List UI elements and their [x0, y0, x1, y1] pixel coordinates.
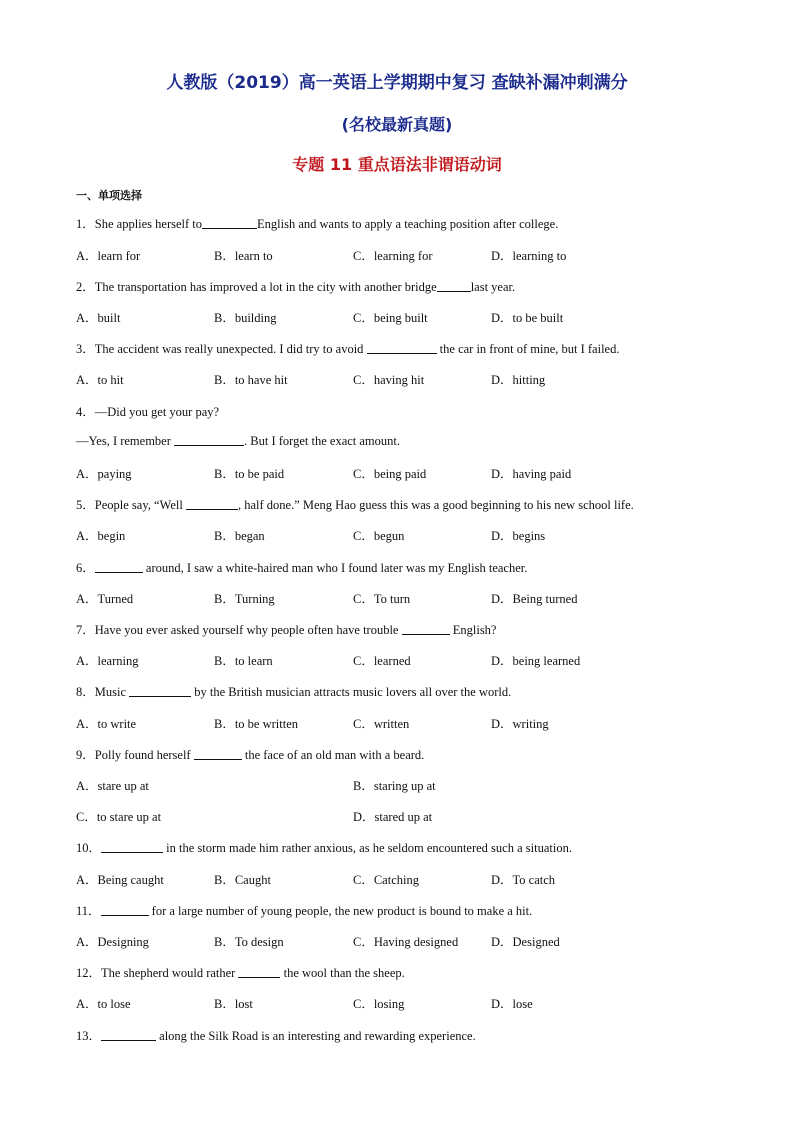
option-b: B．to have hit [214, 373, 288, 387]
question-number: 3． [76, 342, 95, 356]
question-2 [76, 277, 515, 295]
question-text: English? [452, 623, 497, 637]
option-a: A．learning [76, 654, 139, 668]
option-c: C．being paid [353, 467, 427, 481]
option-a: A．Being caught [76, 873, 164, 887]
answer-blank [95, 560, 143, 573]
answer-blank [186, 497, 238, 510]
question-text: —Yes, I remember [76, 434, 171, 448]
option-a: A．begin [76, 529, 126, 543]
question-number: 8． [76, 685, 95, 699]
question-5 [76, 495, 634, 513]
question-text: Music [94, 685, 127, 699]
option-b: B．Turning [214, 592, 275, 606]
option-c: C．having hit [353, 373, 425, 387]
topic-title: 专题 11 重点语法非谓语动词 [292, 155, 502, 174]
option-d: D．stared up at [353, 810, 433, 824]
option-b: B．To design [214, 935, 284, 949]
answer-blank [174, 433, 244, 446]
question-text: along the Silk Road is an interesting and rewarding experience. [159, 1029, 476, 1043]
question-text: —Did you get your pay? [94, 405, 220, 419]
question-1 [76, 214, 558, 232]
question-number: 1． [76, 217, 95, 231]
option-d: D．being learned [491, 654, 581, 668]
option-c: C．Having designed [353, 935, 459, 949]
option-c: C．being built [353, 311, 428, 325]
option-b: B．learn to [214, 249, 273, 263]
option-a: A．stare up at [76, 779, 149, 793]
option-d: D．Designed [491, 935, 560, 949]
question-text: The accident was really unexpected. I did try to avoid [94, 342, 364, 356]
answer-blank [402, 622, 450, 635]
question-number: 10． [76, 841, 102, 855]
question-text: . But I forget the exact amount. [244, 434, 401, 448]
option-d: D．hitting [491, 373, 546, 387]
question-11 [76, 901, 532, 919]
option-a: A．to lose [76, 997, 131, 1011]
answer-blank [129, 684, 191, 697]
question-text: People say, “Well [94, 498, 183, 512]
document-title: 人教版（2019）高一英语上学期期中复习 查缺补漏冲刺满分 [166, 73, 628, 93]
answer-blank [101, 903, 149, 916]
question-text: the wool than the sheep. [283, 966, 405, 980]
option-b: B．to be written [214, 717, 299, 731]
question-number: 7． [76, 623, 95, 637]
option-c: C．Catching [353, 873, 419, 887]
question-3 [76, 339, 619, 357]
question-text: around, I saw a white-haired man who I found later was my English teacher. [145, 561, 528, 575]
question-6 [76, 558, 527, 576]
question-number: 11． [76, 904, 101, 918]
question-number: 13． [76, 1029, 102, 1043]
answer-blank [367, 341, 437, 354]
option-a: A．to write [76, 717, 137, 731]
option-c: C．learned [353, 654, 411, 668]
question-text: , half done.” Meng Hao guess this was a good beginning to his new school life. [237, 498, 634, 512]
option-d: D．learning to [491, 249, 567, 263]
option-d: D．Being turned [491, 592, 578, 606]
option-c: C．losing [353, 997, 405, 1011]
question-text: the car in front of mine, but I failed. [439, 342, 620, 356]
question-9 [76, 745, 424, 763]
question-number: 12． [76, 966, 102, 980]
question-text: She applies herself to [94, 217, 203, 231]
option-b: B．building [214, 311, 277, 325]
option-c: C．written [353, 717, 410, 731]
question-text: The shepherd would rather [101, 966, 236, 980]
answer-blank [437, 279, 471, 292]
option-b: B．to learn [214, 654, 273, 668]
question-text: The transportation has improved a lot in the city with another bridge [94, 280, 437, 294]
question-13 [76, 1026, 476, 1044]
question-number: 5． [76, 498, 95, 512]
option-a: A．to hit [76, 373, 124, 387]
question-text: last year. [470, 280, 516, 294]
option-a: A．built [76, 311, 121, 325]
question-text: for a large number of young people, the new product is bound to make a hit. [151, 904, 533, 918]
answer-blank [194, 747, 242, 760]
question-12 [76, 963, 405, 981]
answer-blank [202, 216, 257, 229]
option-b: B．Caught [214, 873, 271, 887]
question-text: Have you ever asked yourself why people often have trouble [94, 623, 399, 637]
question-10 [76, 838, 572, 856]
question-number: 6． [76, 561, 95, 575]
section-heading: 一、单项选择 [76, 189, 142, 202]
question-number: 9． [76, 748, 95, 762]
option-b: B．staring up at [353, 779, 436, 793]
option-b: B．to be paid [214, 467, 285, 481]
question-number: 2． [76, 280, 95, 294]
question-7 [76, 620, 496, 638]
question-4-reply [76, 433, 400, 449]
question-text: English and wants to apply a teaching position after college. [257, 217, 559, 231]
question-text: in the storm made him rather anxious, as he seldom encountered such a situation. [166, 841, 572, 855]
question-4 [76, 402, 219, 420]
option-a: A．Designing [76, 935, 149, 949]
question-text: by the British musician attracts music lovers all over the world. [194, 685, 512, 699]
option-c: C．to stare up at [76, 810, 162, 824]
answer-blank [238, 965, 280, 978]
option-d: D．writing [491, 717, 549, 731]
option-c: C．To turn [353, 592, 411, 606]
option-d: D．lose [491, 997, 533, 1011]
option-c: C．learning for [353, 249, 433, 263]
option-d: D．begins [491, 529, 546, 543]
document-subtitle: (名校最新真题) [341, 115, 453, 134]
option-d: D．to be built [491, 311, 564, 325]
option-a: A．Turned [76, 592, 134, 606]
option-d: D．To catch [491, 873, 556, 887]
answer-blank [101, 840, 163, 853]
option-a: A．learn for [76, 249, 141, 263]
option-c: C．begun [353, 529, 405, 543]
option-a: A．paying [76, 467, 132, 481]
option-d: D．having paid [491, 467, 572, 481]
option-b: B．began [214, 529, 265, 543]
question-text: Polly found herself [94, 748, 191, 762]
question-text: the face of an old man with a beard. [244, 748, 425, 762]
question-number: 4． [76, 405, 95, 419]
answer-blank [101, 1028, 156, 1041]
option-b: B．lost [214, 997, 253, 1011]
question-8 [76, 682, 511, 700]
